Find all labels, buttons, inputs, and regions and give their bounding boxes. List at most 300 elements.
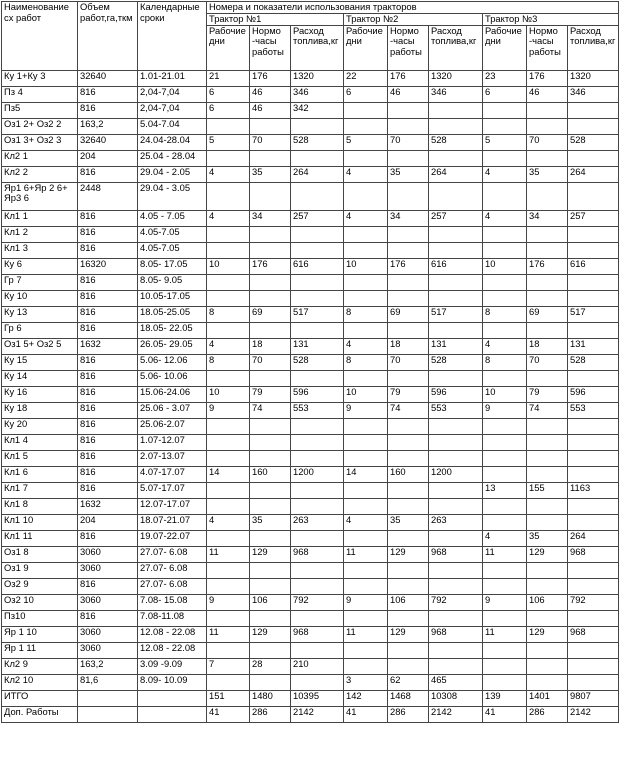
tractor-3-work-days-cell: 41 xyxy=(483,706,527,722)
tractor-1-fuel-cell xyxy=(291,150,344,166)
dates-cell: 7.08-11.08 xyxy=(138,610,207,626)
table-row xyxy=(2,370,619,386)
tractor-2-fuel-cell: 131 xyxy=(429,338,483,354)
tractor-1-work-days-cell: 151 xyxy=(207,690,250,706)
tractor-2-fuel-cell xyxy=(429,530,483,546)
header-norm-hours: Нормо -часы работы xyxy=(527,25,568,70)
tractor-2-fuel-cell: 792 xyxy=(429,594,483,610)
table-row xyxy=(2,102,619,118)
volume-cell: 3060 xyxy=(78,594,138,610)
tractor-1-work-days-cell: 4 xyxy=(207,338,250,354)
tractor-2-fuel-cell xyxy=(429,578,483,594)
tractor-1-fuel-cell: 257 xyxy=(291,210,344,226)
work-name-cell: Ку 20 xyxy=(2,418,78,434)
tractor-1-norm-hours-cell: 35 xyxy=(250,514,291,530)
table-row xyxy=(2,466,619,482)
tractor-1-fuel-cell: 968 xyxy=(291,546,344,562)
tractor-2-norm-hours-cell xyxy=(388,370,429,386)
tractor-2-norm-hours-cell: 129 xyxy=(388,546,429,562)
dates-cell: 4.07-17.07 xyxy=(138,466,207,482)
tractor-3-fuel-cell: 528 xyxy=(568,134,619,150)
tractor-usage-table xyxy=(1,1,619,723)
tractor-2-fuel-cell xyxy=(429,434,483,450)
table-row xyxy=(2,150,619,166)
dates-cell: 8.05- 17.05 xyxy=(138,258,207,274)
tractor-3-fuel-cell xyxy=(568,498,619,514)
work-name-cell: Гр 7 xyxy=(2,274,78,290)
tractor-3-work-days-cell xyxy=(483,466,527,482)
tractor-2-norm-hours-cell: 35 xyxy=(388,166,429,182)
volume-cell: 816 xyxy=(78,242,138,258)
tractor-3-norm-hours-cell xyxy=(527,578,568,594)
tractor-3-fuel-cell: 968 xyxy=(568,626,619,642)
work-name-cell: Доп. Работы xyxy=(2,706,78,722)
tractor-2-norm-hours-cell: 74 xyxy=(388,402,429,418)
tractor-3-fuel-cell xyxy=(568,322,619,338)
volume-cell: 816 xyxy=(78,354,138,370)
tractor-3-norm-hours-cell: 155 xyxy=(527,482,568,498)
tractor-3-norm-hours-cell xyxy=(527,118,568,134)
tractor-1-norm-hours-cell xyxy=(250,530,291,546)
tractor-1-fuel-cell: 2142 xyxy=(291,706,344,722)
dates-cell: 18.05- 22.05 xyxy=(138,322,207,338)
work-name-cell: Оз1 2+ Оз2 2 xyxy=(2,118,78,134)
tractor-1-work-days-cell: 41 xyxy=(207,706,250,722)
tractor-2-fuel-cell xyxy=(429,370,483,386)
dates-cell: 27.07- 6.08 xyxy=(138,562,207,578)
tractor-1-fuel-cell xyxy=(291,674,344,690)
table-row xyxy=(2,674,619,690)
work-name-cell: Ку 15 xyxy=(2,354,78,370)
tractor-2-norm-hours-cell: 62 xyxy=(388,674,429,690)
dates-cell: 2.07-13.07 xyxy=(138,450,207,466)
table-row xyxy=(2,530,619,546)
tractor-3-work-days-cell: 11 xyxy=(483,546,527,562)
tractor-3-fuel-cell: 596 xyxy=(568,386,619,402)
tractor-1-norm-hours-cell xyxy=(250,610,291,626)
volume-cell: 3060 xyxy=(78,642,138,658)
header-fuel: Расход топлива,кг xyxy=(291,25,344,70)
tractor-3-work-days-cell xyxy=(483,610,527,626)
tractor-3-norm-hours-cell: 18 xyxy=(527,338,568,354)
tractor-3-work-days-cell: 4 xyxy=(483,166,527,182)
tractor-1-fuel-cell: 528 xyxy=(291,134,344,150)
tractor-2-work-days-cell: 4 xyxy=(344,210,388,226)
tractor-2-norm-hours-cell xyxy=(388,274,429,290)
tractor-1-work-days-cell: 7 xyxy=(207,658,250,674)
volume-cell xyxy=(78,706,138,722)
tractor-3-fuel-cell xyxy=(568,370,619,386)
tractor-3-work-days-cell xyxy=(483,434,527,450)
tractor-1-norm-hours-cell xyxy=(250,562,291,578)
dates-cell: 26.05- 29.05 xyxy=(138,338,207,354)
tractor-3-fuel-cell xyxy=(568,674,619,690)
tractor-1-work-days-cell: 4 xyxy=(207,514,250,530)
table-row xyxy=(2,562,619,578)
volume-cell: 16320 xyxy=(78,258,138,274)
dates-cell: 25.06 - 3.07 xyxy=(138,402,207,418)
volume-cell: 816 xyxy=(78,450,138,466)
tractor-2-work-days-cell: 9 xyxy=(344,594,388,610)
dates-cell: 5.07-17.07 xyxy=(138,482,207,498)
tractor-1-work-days-cell xyxy=(207,674,250,690)
tractor-2-fuel-cell: 263 xyxy=(429,514,483,530)
tractor-1-norm-hours-cell: 46 xyxy=(250,102,291,118)
tractor-2-fuel-cell: 968 xyxy=(429,626,483,642)
tractor-3-norm-hours-cell xyxy=(527,322,568,338)
volume-cell: 816 xyxy=(78,290,138,306)
tractor-3-norm-hours-cell: 1401 xyxy=(527,690,568,706)
tractor-1-fuel-cell xyxy=(291,290,344,306)
tractor-1-norm-hours-cell xyxy=(250,642,291,658)
tractor-3-work-days-cell xyxy=(483,182,527,210)
tractor-3-work-days-cell xyxy=(483,370,527,386)
tractor-1-fuel-cell xyxy=(291,530,344,546)
tractor-2-fuel-cell: 596 xyxy=(429,386,483,402)
dates-cell: 5.06- 10.06 xyxy=(138,370,207,386)
header-work-days: Рабочие дни xyxy=(207,25,250,70)
tractor-2-work-days-cell xyxy=(344,562,388,578)
header-name: Наименование сх работ xyxy=(2,2,78,71)
header-norm-hours: Нормо -часы работы xyxy=(388,25,429,70)
tractor-2-norm-hours-cell xyxy=(388,482,429,498)
tractor-2-fuel-cell: 346 xyxy=(429,86,483,102)
tractor-1-fuel-cell: 264 xyxy=(291,166,344,182)
tractor-3-work-days-cell xyxy=(483,642,527,658)
tractor-1-work-days-cell xyxy=(207,226,250,242)
tractor-2-work-days-cell: 10 xyxy=(344,386,388,402)
table-row xyxy=(2,386,619,402)
volume-cell: 2448 xyxy=(78,182,138,210)
tractor-1-norm-hours-cell: 69 xyxy=(250,306,291,322)
tractor-3-norm-hours-cell: 74 xyxy=(527,402,568,418)
table-row xyxy=(2,402,619,418)
dates-cell: 12.07-17.07 xyxy=(138,498,207,514)
tractor-3-fuel-cell xyxy=(568,562,619,578)
tractor-1-fuel-cell: 528 xyxy=(291,354,344,370)
tractor-2-norm-hours-cell xyxy=(388,434,429,450)
work-name-cell: Пз 4 xyxy=(2,86,78,102)
tractor-2-work-days-cell xyxy=(344,418,388,434)
tractor-1-work-days-cell xyxy=(207,274,250,290)
tractor-1-fuel-cell: 1200 xyxy=(291,466,344,482)
work-name-cell: Оз1 5+ Оз2 5 xyxy=(2,338,78,354)
dates-cell xyxy=(138,690,207,706)
dates-cell: 5.06- 12.06 xyxy=(138,354,207,370)
work-name-cell: Кл1 11 xyxy=(2,530,78,546)
tractor-1-fuel-cell: 616 xyxy=(291,258,344,274)
work-name-cell: Ку 6 xyxy=(2,258,78,274)
volume-cell: 816 xyxy=(78,166,138,182)
tractor-3-work-days-cell: 8 xyxy=(483,306,527,322)
tractor-1-norm-hours-cell: 106 xyxy=(250,594,291,610)
header-volume: Объем работ,га,ткм xyxy=(78,2,138,71)
tractor-1-norm-hours-cell xyxy=(250,370,291,386)
volume-cell: 816 xyxy=(78,322,138,338)
header-fuel: Расход топлива,кг xyxy=(568,25,619,70)
dates-cell: 1.01-21.01 xyxy=(138,70,207,86)
table-row xyxy=(2,690,619,706)
tractor-3-fuel-cell: 264 xyxy=(568,166,619,182)
tractor-2-work-days-cell: 4 xyxy=(344,338,388,354)
table-row xyxy=(2,418,619,434)
tractor-2-norm-hours-cell: 69 xyxy=(388,306,429,322)
table-row xyxy=(2,546,619,562)
tractor-2-norm-hours-cell: 34 xyxy=(388,210,429,226)
work-name-cell: Пз10 xyxy=(2,610,78,626)
tractor-2-work-days-cell xyxy=(344,322,388,338)
table-row xyxy=(2,642,619,658)
tractor-1-work-days-cell: 4 xyxy=(207,166,250,182)
tractor-2-work-days-cell: 142 xyxy=(344,690,388,706)
dates-cell: 5.04-7.04 xyxy=(138,118,207,134)
tractor-2-fuel-cell xyxy=(429,642,483,658)
tractor-2-work-days-cell xyxy=(344,226,388,242)
tractor-2-fuel-cell xyxy=(429,610,483,626)
tractor-1-work-days-cell xyxy=(207,530,250,546)
tractor-3-work-days-cell: 139 xyxy=(483,690,527,706)
tractor-3-fuel-cell xyxy=(568,578,619,594)
tractor-1-fuel-cell xyxy=(291,450,344,466)
tractor-3-fuel-cell xyxy=(568,182,619,210)
tractor-1-fuel-cell xyxy=(291,182,344,210)
tractor-1-work-days-cell: 10 xyxy=(207,258,250,274)
tractor-3-fuel-cell: 792 xyxy=(568,594,619,610)
tractor-1-norm-hours-cell xyxy=(250,482,291,498)
tractor-3-norm-hours-cell: 34 xyxy=(527,210,568,226)
tractor-1-fuel-cell xyxy=(291,434,344,450)
tractor-3-norm-hours-cell xyxy=(527,450,568,466)
tractor-3-work-days-cell: 10 xyxy=(483,258,527,274)
volume-cell: 32640 xyxy=(78,70,138,86)
tractor-1-fuel-cell xyxy=(291,418,344,434)
tractor-2-norm-hours-cell: 160 xyxy=(388,466,429,482)
table-row xyxy=(2,658,619,674)
tractor-2-fuel-cell: 264 xyxy=(429,166,483,182)
tractor-3-work-days-cell: 13 xyxy=(483,482,527,498)
dates-cell: 27.07- 6.08 xyxy=(138,546,207,562)
tractor-3-norm-hours-cell xyxy=(527,466,568,482)
table-row xyxy=(2,118,619,134)
work-name-cell: Кл1 1 xyxy=(2,210,78,226)
tractor-2-fuel-cell xyxy=(429,418,483,434)
tractor-2-work-days-cell xyxy=(344,118,388,134)
volume-cell: 3060 xyxy=(78,546,138,562)
table-row xyxy=(2,434,619,450)
tractor-1-norm-hours-cell: 70 xyxy=(250,134,291,150)
tractor-1-norm-hours-cell: 176 xyxy=(250,258,291,274)
work-name-cell: Яр 1 11 xyxy=(2,642,78,658)
volume-cell: 816 xyxy=(78,610,138,626)
table-row xyxy=(2,338,619,354)
tractor-1-work-days-cell xyxy=(207,642,250,658)
tractor-2-norm-hours-cell: 35 xyxy=(388,514,429,530)
tractor-3-work-days-cell xyxy=(483,242,527,258)
tractor-2-fuel-cell xyxy=(429,562,483,578)
tractor-3-norm-hours-cell: 176 xyxy=(527,258,568,274)
tractor-1-fuel-cell: 131 xyxy=(291,338,344,354)
tractor-1-norm-hours-cell: 18 xyxy=(250,338,291,354)
tractor-2-norm-hours-cell xyxy=(388,226,429,242)
tractor-1-norm-hours-cell xyxy=(250,450,291,466)
table-row xyxy=(2,242,619,258)
table-row xyxy=(2,610,619,626)
tractor-1-work-days-cell xyxy=(207,434,250,450)
tractor-3-norm-hours-cell xyxy=(527,102,568,118)
dates-cell: 29.04 - 3.05 xyxy=(138,182,207,210)
work-name-cell: Кл1 4 xyxy=(2,434,78,450)
dates-cell: 2,04-7,04 xyxy=(138,102,207,118)
tractor-2-fuel-cell: 2142 xyxy=(429,706,483,722)
tractor-1-norm-hours-cell xyxy=(250,118,291,134)
tractor-1-fuel-cell xyxy=(291,578,344,594)
dates-cell: 4.05-7.05 xyxy=(138,242,207,258)
tractor-2-fuel-cell: 465 xyxy=(429,674,483,690)
work-name-cell: Кл2 1 xyxy=(2,150,78,166)
tractor-3-work-days-cell xyxy=(483,150,527,166)
tractor-3-fuel-cell xyxy=(568,434,619,450)
table-row xyxy=(2,482,619,498)
tractor-3-norm-hours-cell xyxy=(527,242,568,258)
tractor-1-work-days-cell: 14 xyxy=(207,466,250,482)
work-name-cell: Кл1 3 xyxy=(2,242,78,258)
table-row xyxy=(2,274,619,290)
work-name-cell: Кл1 7 xyxy=(2,482,78,498)
tractor-1-fuel-cell: 968 xyxy=(291,626,344,642)
tractor-2-fuel-cell: 517 xyxy=(429,306,483,322)
tractor-3-norm-hours-cell: 35 xyxy=(527,530,568,546)
tractor-3-fuel-cell xyxy=(568,610,619,626)
tractor-3-fuel-cell: 553 xyxy=(568,402,619,418)
tractor-2-fuel-cell xyxy=(429,150,483,166)
tractor-1-fuel-cell xyxy=(291,562,344,578)
tractor-2-work-days-cell xyxy=(344,578,388,594)
tractor-1-norm-hours-cell xyxy=(250,274,291,290)
tractor-3-work-days-cell xyxy=(483,514,527,530)
dates-cell: 12.08 - 22.08 xyxy=(138,626,207,642)
dates-cell: 7.08- 15.08 xyxy=(138,594,207,610)
tractor-3-norm-hours-cell: 286 xyxy=(527,706,568,722)
tractor-3-norm-hours-cell xyxy=(527,674,568,690)
tractor-1-norm-hours-cell: 1480 xyxy=(250,690,291,706)
tractor-1-work-days-cell xyxy=(207,242,250,258)
tractor-3-work-days-cell: 4 xyxy=(483,530,527,546)
tractor-1-work-days-cell xyxy=(207,498,250,514)
tractor-2-fuel-cell: 1320 xyxy=(429,70,483,86)
tractor-2-work-days-cell xyxy=(344,370,388,386)
tractor-1-fuel-cell xyxy=(291,242,344,258)
tractor-1-norm-hours-cell xyxy=(250,150,291,166)
work-name-cell: Кл1 5 xyxy=(2,450,78,466)
tractor-2-norm-hours-cell xyxy=(388,658,429,674)
tractor-3-work-days-cell: 23 xyxy=(483,70,527,86)
volume-cell: 816 xyxy=(78,274,138,290)
tractor-1-norm-hours-cell: 79 xyxy=(250,386,291,402)
volume-cell: 32640 xyxy=(78,134,138,150)
tractor-3-work-days-cell xyxy=(483,674,527,690)
header-dates: Календарные сроки xyxy=(138,2,207,71)
tractor-2-fuel-cell xyxy=(429,274,483,290)
tractor-2-work-days-cell xyxy=(344,150,388,166)
table-row xyxy=(2,322,619,338)
tractor-3-norm-hours-cell xyxy=(527,182,568,210)
tractor-3-fuel-cell xyxy=(568,642,619,658)
tractor-2-norm-hours-cell xyxy=(388,182,429,210)
volume-cell: 816 xyxy=(78,210,138,226)
volume-cell: 816 xyxy=(78,306,138,322)
tractor-2-work-days-cell: 41 xyxy=(344,706,388,722)
work-name-cell: Оз2 9 xyxy=(2,578,78,594)
tractor-2-norm-hours-cell xyxy=(388,150,429,166)
dates-cell: 10.05-17.05 xyxy=(138,290,207,306)
volume-cell: 816 xyxy=(78,386,138,402)
volume-cell: 816 xyxy=(78,402,138,418)
tractor-3-norm-hours-cell xyxy=(527,290,568,306)
tractor-2-fuel-cell xyxy=(429,498,483,514)
tractor-2-fuel-cell xyxy=(429,450,483,466)
tractor-3-fuel-cell xyxy=(568,514,619,530)
tractor-3-work-days-cell xyxy=(483,274,527,290)
dates-cell: 1.07-12.07 xyxy=(138,434,207,450)
dates-cell: 4.05-7.05 xyxy=(138,226,207,242)
tractor-1-norm-hours-cell xyxy=(250,322,291,338)
tractor-3-norm-hours-cell xyxy=(527,562,568,578)
tractor-3-fuel-cell: 1320 xyxy=(568,70,619,86)
tractor-1-norm-hours-cell: 28 xyxy=(250,658,291,674)
tractor-1-norm-hours-cell: 35 xyxy=(250,166,291,182)
work-name-cell: Ку 10 xyxy=(2,290,78,306)
tractor-1-fuel-cell: 210 xyxy=(291,658,344,674)
tractor-1-work-days-cell: 5 xyxy=(207,134,250,150)
volume-cell: 204 xyxy=(78,150,138,166)
tractor-1-fuel-cell: 342 xyxy=(291,102,344,118)
dates-cell: 27.07- 6.08 xyxy=(138,578,207,594)
table-row xyxy=(2,354,619,370)
table-row xyxy=(2,450,619,466)
tractor-3-norm-hours-cell: 176 xyxy=(527,70,568,86)
tractor-3-norm-hours-cell xyxy=(527,642,568,658)
tractor-2-work-days-cell: 5 xyxy=(344,134,388,150)
volume-cell: 3060 xyxy=(78,562,138,578)
tractor-3-norm-hours-cell: 46 xyxy=(527,86,568,102)
table-row xyxy=(2,578,619,594)
volume-cell: 3060 xyxy=(78,626,138,642)
tractor-2-work-days-cell: 4 xyxy=(344,514,388,530)
tractor-1-fuel-cell: 596 xyxy=(291,386,344,402)
tractor-1-fuel-cell: 346 xyxy=(291,86,344,102)
tractor-3-norm-hours-cell xyxy=(527,514,568,530)
tractor-2-fuel-cell: 553 xyxy=(429,402,483,418)
tractor-2-norm-hours-cell: 70 xyxy=(388,134,429,150)
tractor-3-work-days-cell: 5 xyxy=(483,134,527,150)
tractor-3-norm-hours-cell: 69 xyxy=(527,306,568,322)
tractor-2-fuel-cell: 257 xyxy=(429,210,483,226)
tractor-1-work-days-cell xyxy=(207,418,250,434)
tractor-3-fuel-cell xyxy=(568,466,619,482)
tractor-3-norm-hours-cell xyxy=(527,418,568,434)
tractor-1-norm-hours-cell: 70 xyxy=(250,354,291,370)
tractor-3-work-days-cell: 9 xyxy=(483,402,527,418)
tractor-2-work-days-cell xyxy=(344,642,388,658)
volume-cell: 163,2 xyxy=(78,118,138,134)
tractor-2-work-days-cell xyxy=(344,498,388,514)
work-name-cell: Кл1 8 xyxy=(2,498,78,514)
tractor-2-fuel-cell xyxy=(429,322,483,338)
tractor-3-fuel-cell: 968 xyxy=(568,546,619,562)
table-row xyxy=(2,86,619,102)
tractor-2-work-days-cell xyxy=(344,290,388,306)
volume-cell: 816 xyxy=(78,482,138,498)
